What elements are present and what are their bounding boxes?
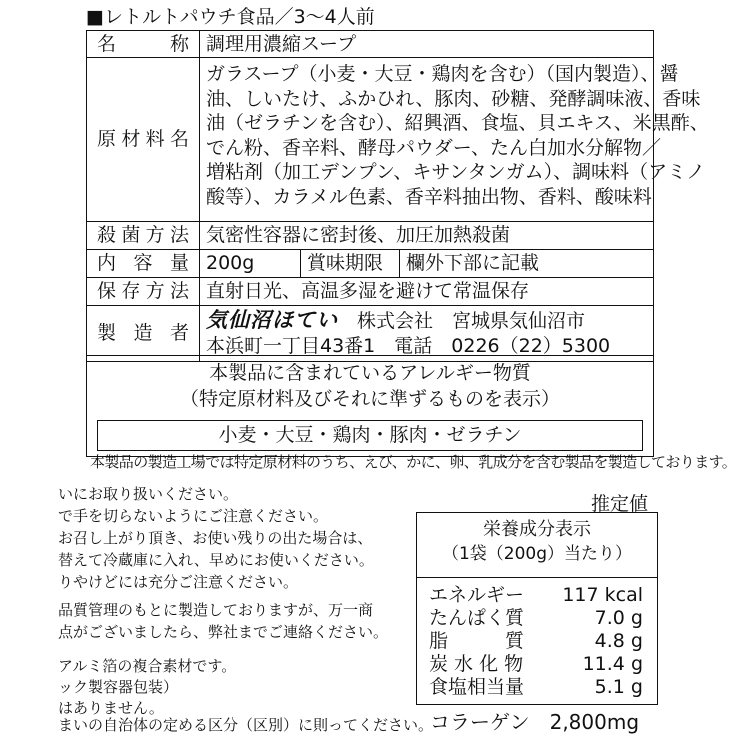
handling-note-line: りやけどには充分ご注意ください。: [58, 573, 299, 591]
handling-note-line: お召し上がり頂き、お使い残りの出た場合は、: [58, 529, 373, 547]
maker-brand-logo: 気仙沼ほてい: [206, 308, 338, 332]
nutrition-title: 栄養成分表示: [483, 519, 591, 540]
best-before-label: 賞味期限: [300, 250, 399, 277]
nutrition-serving: （1袋（200g）当たり）: [441, 544, 633, 564]
nutrient-label: 炭 水 化 物: [429, 653, 524, 675]
nutrient-label: エネルギー: [429, 584, 525, 606]
nutrient-value: 5.1 g: [594, 676, 643, 698]
content-cell: [200, 250, 654, 278]
spec-row-maker: [87, 306, 654, 362]
handling-note-line: で手を切らないようにご注意ください。: [58, 507, 329, 525]
package-type-header: ■レトルトパウチ食品／3～4人前: [86, 6, 375, 28]
disposal-note-line: はありません。: [58, 699, 164, 717]
maker-label: 製造者: [87, 306, 200, 362]
storage-label: 保存方法: [87, 278, 200, 306]
nutrient-value: 7.0 g: [594, 607, 643, 629]
ingredients-value: [200, 58, 709, 222]
nutrition-row-protein: [417, 607, 657, 630]
maker-value: [200, 306, 654, 362]
nutrient-label: たんぱく質: [429, 607, 525, 629]
disposal-note-line: アルミ箔の複合素材です。: [58, 657, 237, 675]
estimated-value-label: 推定値: [591, 493, 649, 515]
allergy-subtitle: （特定原材料及びそれに準ずるものを表示）: [179, 388, 560, 410]
sterilization-label: 殺菌方法: [87, 222, 200, 250]
spec-row-name: [87, 31, 654, 58]
handling-note-line: 替えて冷蔵庫に入れ、早めにお使いください。: [58, 551, 374, 569]
name-label: 名 称: [87, 31, 200, 58]
allergy-box: [86, 355, 654, 457]
disposal-note-line: まいの自治体の定める区分（区別）に則ってください。: [58, 716, 434, 734]
allergy-heading: [87, 356, 653, 420]
nutrition-row-energy: [417, 584, 657, 607]
content-label: 内容量: [87, 250, 200, 278]
spec-row-sterilization: [87, 222, 654, 250]
nutrient-label: 食塩相当量: [429, 676, 525, 698]
ingredients-line: 油、しいたけ、ふかひれ、豚肉、砂糖、発酵調味液、香味: [206, 87, 701, 110]
nutrient-label: 脂 質: [429, 630, 525, 652]
nutrient-value: 4.8 g: [594, 630, 643, 652]
allergy-title: 本製品に含まれているアレルギー物質: [209, 362, 531, 384]
content-value: 200g: [206, 252, 255, 274]
quality-note-line: 点がございましたら、弊社までご連絡ください。: [58, 623, 389, 641]
allergy-items: 小麦・大豆・鶏肉・豚肉・ゼラチン: [97, 420, 643, 451]
collagen-amount: コラーゲン 2,800mg: [430, 710, 640, 734]
spec-row-storage: [87, 278, 654, 306]
factory-note: 本製品の製造工場では特定原材料のうち、えび、かに、卵、乳成分を含む製品を製造しております。: [90, 453, 737, 471]
nutrition-row-salt: [417, 676, 657, 699]
quality-note-line: 品質管理のもとに製造しておりますが、万一商: [58, 601, 374, 619]
nutrition-row-carbohydrate: [417, 653, 657, 676]
product-spec-table: [86, 30, 709, 362]
nutrient-value: 11.4 g: [582, 653, 643, 675]
nutrition-row-fat: [417, 630, 657, 653]
spec-row-ingredients: [87, 58, 654, 222]
handling-note-line: いにお取り扱いください。: [58, 485, 239, 503]
storage-value: 直射日光、高温多湿を避けて常温保存: [200, 278, 654, 306]
sterilization-value: 気密性容器に密封後、加圧加熱殺菌: [200, 222, 654, 250]
ingredients-line: ガラスープ（小麦・大豆・鶏肉を含む）（国内製造）、醤: [206, 63, 679, 85]
maker-address-line2: 本浜町一丁目43番1 電話 0226（22）5300: [206, 335, 611, 357]
name-value: 調理用濃縮スープ: [200, 31, 654, 58]
disposal-note-line: ック製容器包装）: [58, 678, 179, 696]
nutrition-facts-box: [416, 512, 658, 705]
ingredients-line: 増粘剤（加工デンプン、キサンタンガム）、調味料（アミノ: [206, 161, 706, 183]
nutrient-value: 117 kcal: [562, 584, 643, 606]
maker-address-line1: 株式会社 宮城県気仙沼市: [357, 310, 586, 332]
ingredients-line: 油（ゼラチンを含む）、紹興酒、食塩、貝エキス、米黒酢、: [206, 112, 709, 134]
ingredients-line: 酸等）、カラメル色素、香辛料抽出物、香料、酸味料: [206, 185, 652, 208]
ingredients-line: でん粉、香辛料、酵母パウダー、たん白加水分解物／: [206, 136, 662, 159]
best-before-value: 欄外下部に記載: [399, 250, 545, 277]
nutrition-rows: [417, 577, 657, 699]
ingredients-label: 原材料名: [87, 58, 200, 222]
spec-row-content: [87, 250, 654, 278]
